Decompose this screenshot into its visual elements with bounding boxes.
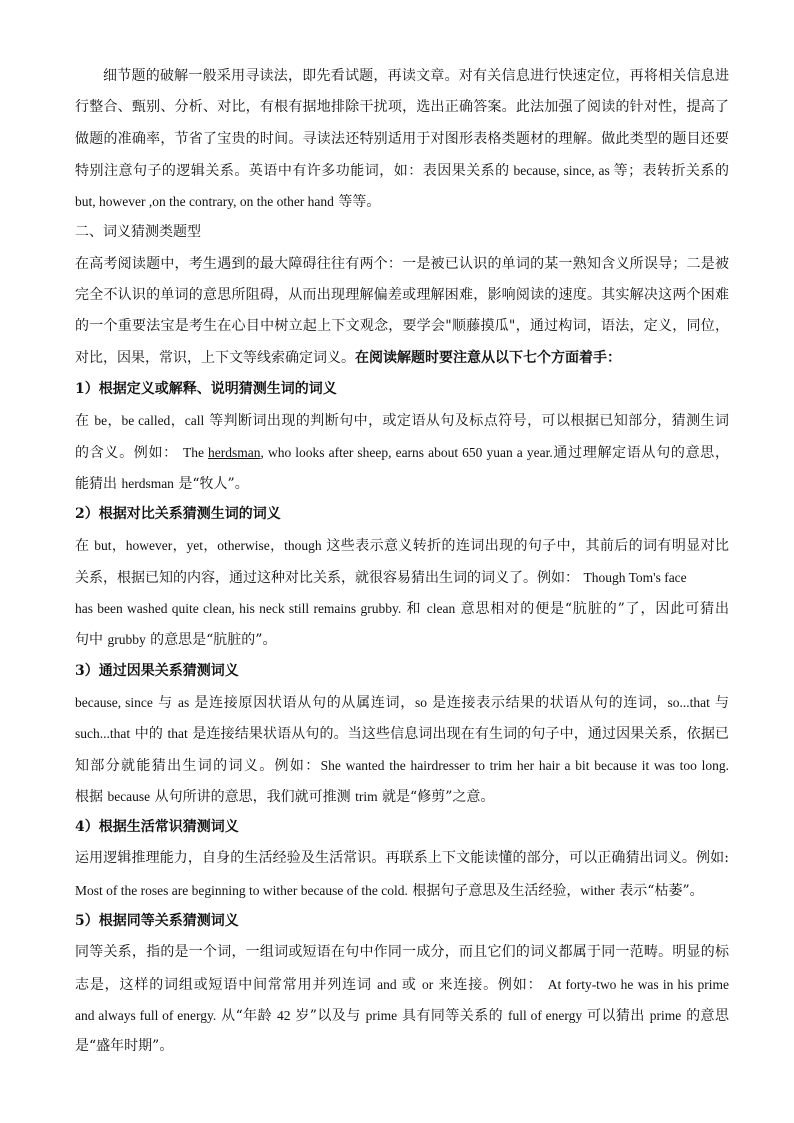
english-term: such...that <box>75 726 131 742</box>
paragraph-line <box>75 530 729 561</box>
example-sentence: She wanted the hairdresser to trim her hair a bit because it was too long. <box>320 757 729 773</box>
paragraph-line <box>75 155 729 186</box>
paragraph-line <box>75 562 729 593</box>
paragraph-line <box>75 437 729 468</box>
text-run: 来连接。例如： <box>433 976 548 993</box>
subheading-3: 3）通过因果关系猜测词义 <box>75 662 239 679</box>
text-run: 的一个重要法宝是考生在心目中树立起上下文观念，要学会"顺藤摸瓜"，通过构词，语法，定义，同位， <box>75 318 729 335</box>
example-sentence: , who looks after sheep, earns about 650 yuan a year. <box>260 444 553 460</box>
text-run: 根据句子意思及生活经验， <box>407 882 581 899</box>
paragraph-line <box>75 718 729 749</box>
english-term: wither <box>580 882 615 898</box>
text-run: 能猜出 <box>75 475 122 492</box>
text-run: 与 <box>152 694 178 711</box>
text-run: 句中 <box>75 632 108 649</box>
text-run: 岁”以及与 <box>290 1007 366 1024</box>
text-run: 的含义。例如： <box>75 444 183 461</box>
english-term: trim <box>355 788 378 804</box>
document-page <box>75 61 729 1063</box>
english-term: be，be called，call <box>94 413 205 429</box>
text-run: 根据 <box>75 788 108 805</box>
paragraph-line <box>75 687 729 718</box>
english-term: or <box>422 976 434 992</box>
english-term: grubby <box>107 632 146 648</box>
text-run: 是连接原因状语从句的从属连词， <box>189 694 415 711</box>
text-run: 对比，因果，常识，上下文等线索确定词义。 <box>75 349 355 366</box>
english-term: that <box>167 726 188 742</box>
paragraph-line <box>75 186 729 217</box>
text-run: 从“年龄 <box>216 1007 277 1024</box>
text-run: 关系，根据已知的内容，通过这种对比关系，就很容易猜出生词的词义了。例如： <box>75 569 584 586</box>
underlined-word: herdsman <box>208 444 261 460</box>
text-run: 是“牧人”。 <box>173 475 249 492</box>
paragraph-line <box>75 280 729 311</box>
paragraph-line <box>75 624 729 655</box>
example-sentence: The <box>182 444 209 460</box>
text-run: 是连接表示结果的状语从句的连词， <box>426 694 668 711</box>
paragraph-line <box>75 593 729 624</box>
paragraph-line <box>75 249 729 280</box>
text-run: 意思相对的便是“肮脏的”了，因此可猜出 <box>455 601 729 618</box>
text-run: 细节题的破解一般采用寻读法，即先看试题，再读文章。对有关信息进行快速定位，再将相关信息进 <box>103 68 729 84</box>
paragraph-line <box>75 468 729 499</box>
text-run: 志是，这样的词组或短语中间常常用并列连词 <box>75 976 378 993</box>
text-run: 做题的准确率，节省了宝贵的时间。寻读法还特别适用于对图形表格类题材的理解。做此类型的题目还要 <box>75 130 729 147</box>
paragraph-line <box>75 875 729 906</box>
english-term: but，however，yet，otherwise，though <box>94 538 322 554</box>
text-run: 行整合、甄别、分析、对比，有根有据地排除干扰项，选出正确答案。此法加强了阅读的针对性，提高了 <box>75 99 729 116</box>
english-term: prime <box>365 1007 398 1023</box>
english-term: and <box>377 976 397 992</box>
paragraph-line <box>75 311 729 342</box>
english-term: so...that <box>667 694 710 710</box>
text-run: 或 <box>396 976 423 993</box>
text-run: 运用逻辑推理能力，自身的生活经验及生活常识。再联系上下文能读懂的部分，可以正确猜出词义。例如: <box>75 850 729 867</box>
text-run: 在 <box>75 538 95 555</box>
subheading-1: 1）根据定义或解释、说明猜测生词的词义 <box>75 380 337 397</box>
english-term: clean <box>426 601 456 617</box>
subheading-5: 5）根据同等关系猜测词义 <box>75 913 239 930</box>
paragraph-line <box>75 843 729 874</box>
bold-instruction: 在阅读解题时要注意从以下七个方面着手： <box>355 349 621 366</box>
text-run: 的意思是“肮脏的”。 <box>145 632 277 649</box>
text-run: 同等关系，指的是一个词，一组词或短语在句中作同一成分，而且它们的词义都属于同一范畴。明显的标 <box>75 944 729 961</box>
paragraph-line <box>75 781 729 812</box>
english-term: so <box>414 694 427 710</box>
text-run: 通过理解定语从句的意思， <box>552 444 729 461</box>
english-term: prime <box>649 1007 682 1023</box>
text-run: 具有同等关系的 <box>397 1007 509 1024</box>
text-run: 从句所讲的意思，我们就可推测 <box>150 788 356 805</box>
paragraph-line <box>75 937 729 968</box>
example-sentence: has been washed quite clean, his neck still remains grubby. <box>75 601 402 617</box>
paragraph-line <box>75 124 729 155</box>
paragraph-line <box>75 750 729 781</box>
text-run: 是“盛年时期”。 <box>75 1038 174 1055</box>
example-sentence: At forty-two he was in his prime <box>547 976 729 992</box>
text-run: 和 <box>401 601 427 618</box>
english-term: because <box>107 788 151 804</box>
text-run: 可以猜出 <box>582 1007 650 1024</box>
text-run: 等；表转折关系的 <box>613 162 729 179</box>
english-term: herdsman <box>121 475 174 491</box>
text-run: 就是“修剪”之意。 <box>377 788 495 805</box>
paragraph-line <box>75 61 729 92</box>
english-term: because, since, as <box>509 162 614 178</box>
text-run: 等判断词出现的判断句中，或定语从句及标点符号，可以根据已知部分，猜测生词 <box>204 413 729 430</box>
english-term: as <box>177 694 190 710</box>
paragraph-line <box>75 92 729 123</box>
paragraph-line <box>75 343 729 374</box>
english-term: full of energy <box>508 1007 583 1023</box>
text-run: 完全不认识的单词的意思所阻碍，从而出现理解偏差或理解困难，影响阅读的速度。其实解决这两个困难 <box>75 287 729 304</box>
text-run: 中的 <box>130 726 168 743</box>
text-run: 在 <box>75 413 95 430</box>
paragraph-line <box>75 1031 729 1062</box>
text-run: 知部分就能猜出生词的词义。例如： <box>75 757 321 774</box>
example-sentence: and always full of energy. <box>75 1007 217 1023</box>
text-run: 是连接结果状语从句的。当这些信息词出现在有生词的句子中，通过因果关系，依据已 <box>187 726 729 743</box>
subheading-4: 4）根据生活常识猜测词义 <box>75 819 239 836</box>
paragraph-line <box>75 1000 729 1031</box>
example-sentence: Most of the roses are beginning to wither because of the cold. <box>75 882 408 898</box>
paragraph-line <box>75 969 729 1000</box>
text-run: 这些表示意义转折的连词出现的句子中，其前后的词有明显对比 <box>321 538 729 555</box>
text-run: 表示“枯萎”。 <box>614 882 704 899</box>
english-term: 42 <box>276 1007 291 1023</box>
text-run: 在高考阅读题中，考生遇到的最大障碍往往有两个：一是被已认识的单词的某一熟知含义所误导；二是被 <box>75 255 729 272</box>
text-run: 等等。 <box>333 194 381 211</box>
english-term: because, since <box>75 694 153 710</box>
section-title: 二、词义猜测类题型 <box>75 224 201 241</box>
text-run: 特别注意句子的逻辑关系。英语中有许多功能词，如：表因果关系的 <box>75 162 510 179</box>
english-term: but, however ,on the contrary, on the other hand <box>75 194 334 210</box>
subheading-2: 2）根据对比关系猜测生词的词义 <box>75 506 281 523</box>
text-run: 与 <box>709 694 729 711</box>
example-sentence: Though Tom's face <box>583 569 687 585</box>
paragraph-line <box>75 405 729 436</box>
text-run: 的意思 <box>681 1007 729 1024</box>
